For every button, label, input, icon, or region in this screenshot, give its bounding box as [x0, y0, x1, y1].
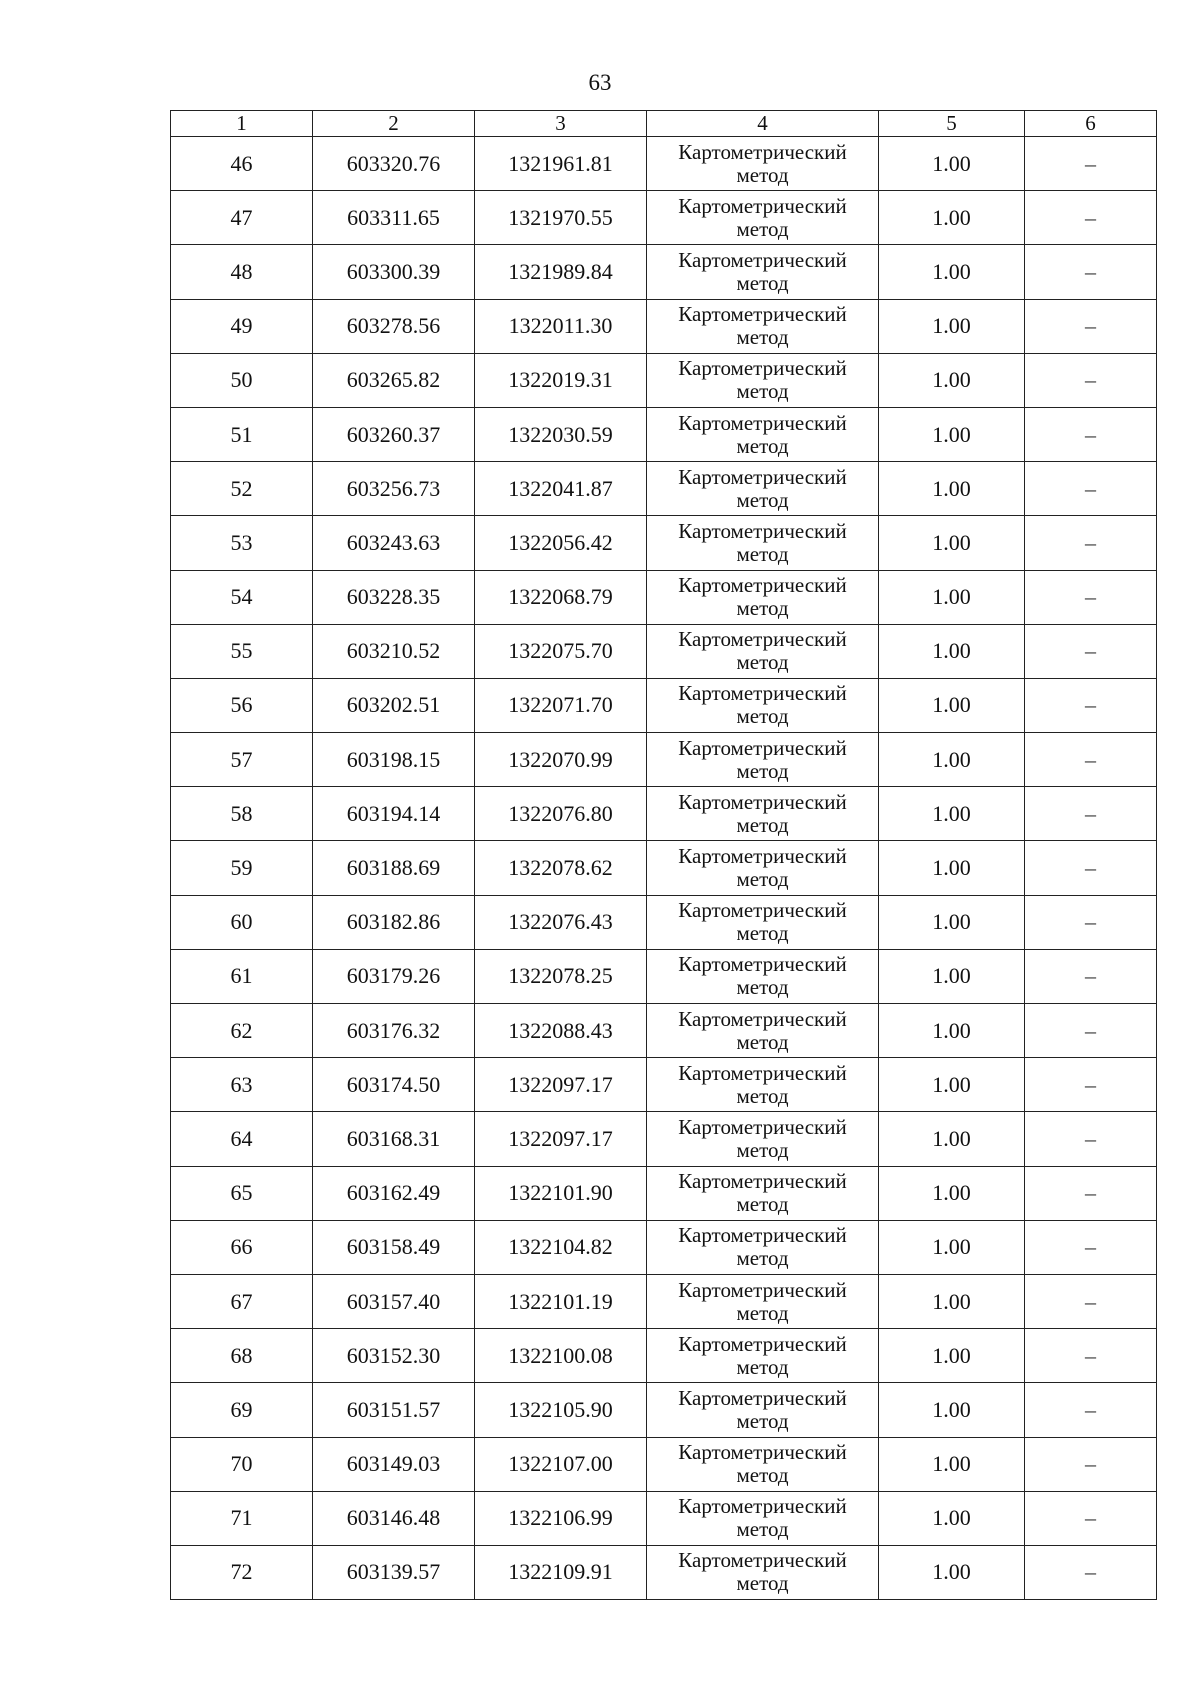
method-line-2: метод [736, 1571, 789, 1596]
method-line-2: метод [736, 975, 789, 1000]
method-line-1: Картометрический [678, 789, 847, 814]
method-line-2: метод [736, 1408, 789, 1433]
note-cell: – [1025, 895, 1157, 949]
method-line-2: метод [736, 270, 789, 295]
method-cell [647, 1220, 879, 1274]
accuracy-cell: 1.00 [879, 949, 1025, 1003]
point-number-cell: 57 [171, 733, 313, 787]
table-row [171, 462, 1157, 516]
method-cell [647, 462, 879, 516]
method-cell [647, 299, 879, 353]
note-cell: – [1025, 1058, 1157, 1112]
y-coordinate-cell: 1322101.90 [475, 1166, 647, 1220]
note-cell: – [1025, 462, 1157, 516]
note-cell: – [1025, 733, 1157, 787]
method-line-1: Картометрический [678, 1006, 847, 1031]
table-row [171, 1491, 1157, 1545]
x-coordinate-cell: 603311.65 [313, 191, 475, 245]
column-header-4: 4 [647, 111, 879, 137]
note-cell: – [1025, 841, 1157, 895]
table-row [171, 245, 1157, 299]
x-coordinate-cell: 603243.63 [313, 516, 475, 570]
accuracy-cell: 1.00 [879, 245, 1025, 299]
method-cell [647, 1058, 879, 1112]
x-coordinate-cell: 603157.40 [313, 1274, 475, 1328]
method-line-1: Картометрический [678, 247, 847, 272]
point-number-cell: 65 [171, 1166, 313, 1220]
method-line-1: Картометрический [678, 464, 847, 489]
y-coordinate-cell: 1322030.59 [475, 407, 647, 461]
method-line-2: метод [736, 921, 789, 946]
method-line-1: Картометрический [678, 193, 847, 218]
method-line-2: метод [736, 758, 789, 783]
point-number-cell: 54 [171, 570, 313, 624]
method-line-2: метод [736, 704, 789, 729]
point-number-cell: 52 [171, 462, 313, 516]
column-header-6: 6 [1025, 111, 1157, 137]
accuracy-cell: 1.00 [879, 1383, 1025, 1437]
point-number-cell: 59 [171, 841, 313, 895]
table-row [171, 678, 1157, 732]
method-cell [647, 787, 879, 841]
method-line-2: метод [736, 1029, 789, 1054]
method-line-1: Картометрический [678, 1060, 847, 1085]
y-coordinate-cell: 1322100.08 [475, 1329, 647, 1383]
table-row [171, 570, 1157, 624]
method-line-2: метод [736, 1083, 789, 1108]
x-coordinate-cell: 603202.51 [313, 678, 475, 732]
accuracy-cell: 1.00 [879, 191, 1025, 245]
accuracy-cell: 1.00 [879, 1274, 1025, 1328]
point-number-cell: 68 [171, 1329, 313, 1383]
table-row [171, 407, 1157, 461]
method-cell [647, 137, 879, 191]
y-coordinate-cell: 1322101.19 [475, 1274, 647, 1328]
method-line-1: Картометрический [678, 410, 847, 435]
y-coordinate-cell: 1322104.82 [475, 1220, 647, 1274]
y-coordinate-cell: 1322068.79 [475, 570, 647, 624]
accuracy-cell: 1.00 [879, 787, 1025, 841]
method-cell [647, 353, 879, 407]
accuracy-cell: 1.00 [879, 353, 1025, 407]
accuracy-cell: 1.00 [879, 1166, 1025, 1220]
method-cell [647, 1004, 879, 1058]
table-row [171, 1329, 1157, 1383]
method-line-2: метод [736, 867, 789, 892]
point-number-cell: 46 [171, 137, 313, 191]
table-row [171, 137, 1157, 191]
y-coordinate-cell: 1322070.99 [475, 733, 647, 787]
method-line-2: метод [736, 433, 789, 458]
note-cell: – [1025, 191, 1157, 245]
accuracy-cell: 1.00 [879, 1491, 1025, 1545]
method-line-2: метод [736, 1517, 789, 1542]
method-line-1: Картометрический [678, 1440, 847, 1465]
accuracy-cell: 1.00 [879, 1112, 1025, 1166]
method-cell [647, 191, 879, 245]
x-coordinate-cell: 603146.48 [313, 1491, 475, 1545]
coordinates-table [170, 110, 1157, 1600]
accuracy-cell: 1.00 [879, 570, 1025, 624]
method-cell [647, 516, 879, 570]
note-cell: – [1025, 1437, 1157, 1491]
x-coordinate-cell: 603260.37 [313, 407, 475, 461]
x-coordinate-cell: 603168.31 [313, 1112, 475, 1166]
accuracy-cell: 1.00 [879, 678, 1025, 732]
accuracy-cell: 1.00 [879, 1058, 1025, 1112]
y-coordinate-cell: 1322078.62 [475, 841, 647, 895]
method-cell [647, 570, 879, 624]
point-number-cell: 72 [171, 1545, 313, 1599]
point-number-cell: 69 [171, 1383, 313, 1437]
column-header-3: 3 [475, 111, 647, 137]
table-header-row [171, 111, 1157, 137]
method-line-2: метод [736, 487, 789, 512]
point-number-cell: 71 [171, 1491, 313, 1545]
table-row [171, 949, 1157, 1003]
table-row [171, 299, 1157, 353]
accuracy-cell: 1.00 [879, 1437, 1025, 1491]
accuracy-cell: 1.00 [879, 516, 1025, 570]
method-line-1: Картометрический [678, 1331, 847, 1356]
method-line-1: Картометрический [678, 1223, 847, 1248]
note-cell: – [1025, 1329, 1157, 1383]
point-number-cell: 60 [171, 895, 313, 949]
note-cell: – [1025, 949, 1157, 1003]
table-row [171, 1383, 1157, 1437]
page-number: 63 [588, 70, 612, 95]
y-coordinate-cell: 1322041.87 [475, 462, 647, 516]
point-number-cell: 51 [171, 407, 313, 461]
method-line-2: метод [736, 162, 789, 187]
table-body [171, 137, 1157, 1600]
x-coordinate-cell: 603300.39 [313, 245, 475, 299]
point-number-cell: 56 [171, 678, 313, 732]
note-cell: – [1025, 1274, 1157, 1328]
x-coordinate-cell: 603174.50 [313, 1058, 475, 1112]
x-coordinate-cell: 603256.73 [313, 462, 475, 516]
method-line-1: Картометрический [678, 844, 847, 869]
x-coordinate-cell: 603228.35 [313, 570, 475, 624]
method-cell [647, 1112, 879, 1166]
method-line-2: метод [736, 379, 789, 404]
method-line-1: Картометрический [678, 627, 847, 652]
x-coordinate-cell: 603188.69 [313, 841, 475, 895]
accuracy-cell: 1.00 [879, 1220, 1025, 1274]
x-coordinate-cell: 603151.57 [313, 1383, 475, 1437]
table-row [171, 1058, 1157, 1112]
accuracy-cell: 1.00 [879, 299, 1025, 353]
point-number-cell: 70 [171, 1437, 313, 1491]
method-cell [647, 1274, 879, 1328]
method-line-1: Картометрический [678, 573, 847, 598]
x-coordinate-cell: 603182.86 [313, 895, 475, 949]
column-header-1: 1 [171, 111, 313, 137]
column-header-2: 2 [313, 111, 475, 137]
method-cell [647, 841, 879, 895]
point-number-cell: 58 [171, 787, 313, 841]
table-row [171, 191, 1157, 245]
x-coordinate-cell: 603158.49 [313, 1220, 475, 1274]
method-cell [647, 1491, 879, 1545]
x-coordinate-cell: 603265.82 [313, 353, 475, 407]
note-cell: – [1025, 1112, 1157, 1166]
note-cell: – [1025, 1383, 1157, 1437]
note-cell: – [1025, 570, 1157, 624]
method-line-1: Картометрический [678, 952, 847, 977]
y-coordinate-cell: 1322056.42 [475, 516, 647, 570]
table-row [171, 1112, 1157, 1166]
method-line-1: Картометрический [678, 139, 847, 164]
accuracy-cell: 1.00 [879, 895, 1025, 949]
x-coordinate-cell: 603176.32 [313, 1004, 475, 1058]
method-cell [647, 1383, 879, 1437]
method-line-1: Картометрический [678, 1114, 847, 1139]
note-cell: – [1025, 624, 1157, 678]
method-cell [647, 1166, 879, 1220]
y-coordinate-cell: 1321961.81 [475, 137, 647, 191]
method-line-1: Картометрический [678, 898, 847, 923]
y-coordinate-cell: 1322097.17 [475, 1058, 647, 1112]
y-coordinate-cell: 1322109.91 [475, 1545, 647, 1599]
accuracy-cell: 1.00 [879, 841, 1025, 895]
accuracy-cell: 1.00 [879, 462, 1025, 516]
method-line-1: Картометрический [678, 681, 847, 706]
method-line-2: метод [736, 1137, 789, 1162]
method-line-1: Картометрический [678, 518, 847, 543]
method-line-1: Картометрический [678, 1169, 847, 1194]
x-coordinate-cell: 603210.52 [313, 624, 475, 678]
y-coordinate-cell: 1322105.90 [475, 1383, 647, 1437]
note-cell: – [1025, 137, 1157, 191]
table-row [171, 1545, 1157, 1599]
y-coordinate-cell: 1322107.00 [475, 1437, 647, 1491]
method-line-2: метод [736, 1246, 789, 1271]
table-row [171, 624, 1157, 678]
method-line-2: метод [736, 596, 789, 621]
table-row [171, 1274, 1157, 1328]
table-row [171, 787, 1157, 841]
note-cell: – [1025, 1004, 1157, 1058]
x-coordinate-cell: 603162.49 [313, 1166, 475, 1220]
method-line-2: метод [736, 1192, 789, 1217]
accuracy-cell: 1.00 [879, 137, 1025, 191]
point-number-cell: 62 [171, 1004, 313, 1058]
method-cell [647, 245, 879, 299]
table-row [171, 733, 1157, 787]
point-number-cell: 48 [171, 245, 313, 299]
accuracy-cell: 1.00 [879, 1545, 1025, 1599]
point-number-cell: 64 [171, 1112, 313, 1166]
y-coordinate-cell: 1322078.25 [475, 949, 647, 1003]
x-coordinate-cell: 603179.26 [313, 949, 475, 1003]
table-row [171, 895, 1157, 949]
table-row [171, 353, 1157, 407]
accuracy-cell: 1.00 [879, 1329, 1025, 1383]
note-cell: – [1025, 787, 1157, 841]
note-cell: – [1025, 299, 1157, 353]
method-line-1: Картометрический [678, 1494, 847, 1519]
method-line-2: метод [736, 216, 789, 241]
y-coordinate-cell: 1322019.31 [475, 353, 647, 407]
table-row [171, 516, 1157, 570]
x-coordinate-cell: 603152.30 [313, 1329, 475, 1383]
method-line-2: метод [736, 325, 789, 350]
method-line-1: Картометрический [678, 735, 847, 760]
table-row [171, 1220, 1157, 1274]
note-cell: – [1025, 245, 1157, 299]
note-cell: – [1025, 516, 1157, 570]
method-line-2: метод [736, 541, 789, 566]
method-line-1: Картометрический [678, 1277, 847, 1302]
x-coordinate-cell: 603278.56 [313, 299, 475, 353]
y-coordinate-cell: 1321970.55 [475, 191, 647, 245]
point-number-cell: 67 [171, 1274, 313, 1328]
x-coordinate-cell: 603139.57 [313, 1545, 475, 1599]
note-cell: – [1025, 1166, 1157, 1220]
note-cell: – [1025, 1220, 1157, 1274]
method-cell [647, 678, 879, 732]
method-line-2: метод [736, 1354, 789, 1379]
method-line-1: Картометрический [678, 1548, 847, 1573]
method-line-2: метод [736, 1463, 789, 1488]
x-coordinate-cell: 603198.15 [313, 733, 475, 787]
method-line-1: Картометрический [678, 356, 847, 381]
method-cell [647, 733, 879, 787]
note-cell: – [1025, 1491, 1157, 1545]
note-cell: – [1025, 407, 1157, 461]
y-coordinate-cell: 1322097.17 [475, 1112, 647, 1166]
method-line-2: метод [736, 812, 789, 837]
point-number-cell: 47 [171, 191, 313, 245]
y-coordinate-cell: 1321989.84 [475, 245, 647, 299]
point-number-cell: 53 [171, 516, 313, 570]
y-coordinate-cell: 1322076.80 [475, 787, 647, 841]
accuracy-cell: 1.00 [879, 624, 1025, 678]
method-cell [647, 624, 879, 678]
method-line-2: метод [736, 1300, 789, 1325]
y-coordinate-cell: 1322011.30 [475, 299, 647, 353]
method-line-2: метод [736, 650, 789, 675]
point-number-cell: 61 [171, 949, 313, 1003]
y-coordinate-cell: 1322106.99 [475, 1491, 647, 1545]
y-coordinate-cell: 1322075.70 [475, 624, 647, 678]
method-cell [647, 895, 879, 949]
x-coordinate-cell: 603320.76 [313, 137, 475, 191]
method-line-1: Картометрический [678, 1385, 847, 1410]
accuracy-cell: 1.00 [879, 407, 1025, 461]
column-header-5: 5 [879, 111, 1025, 137]
accuracy-cell: 1.00 [879, 733, 1025, 787]
point-number-cell: 55 [171, 624, 313, 678]
y-coordinate-cell: 1322088.43 [475, 1004, 647, 1058]
table-row [171, 841, 1157, 895]
table-row [171, 1437, 1157, 1491]
method-cell [647, 407, 879, 461]
y-coordinate-cell: 1322071.70 [475, 678, 647, 732]
method-cell [647, 1329, 879, 1383]
point-number-cell: 50 [171, 353, 313, 407]
x-coordinate-cell: 603149.03 [313, 1437, 475, 1491]
method-line-1: Картометрический [678, 302, 847, 327]
point-number-cell: 63 [171, 1058, 313, 1112]
y-coordinate-cell: 1322076.43 [475, 895, 647, 949]
point-number-cell: 49 [171, 299, 313, 353]
point-number-cell: 66 [171, 1220, 313, 1274]
note-cell: – [1025, 678, 1157, 732]
method-cell [647, 949, 879, 1003]
note-cell: – [1025, 1545, 1157, 1599]
accuracy-cell: 1.00 [879, 1004, 1025, 1058]
table-row [171, 1004, 1157, 1058]
method-cell [647, 1545, 879, 1599]
note-cell: – [1025, 353, 1157, 407]
method-cell [647, 1437, 879, 1491]
table-row [171, 1166, 1157, 1220]
x-coordinate-cell: 603194.14 [313, 787, 475, 841]
